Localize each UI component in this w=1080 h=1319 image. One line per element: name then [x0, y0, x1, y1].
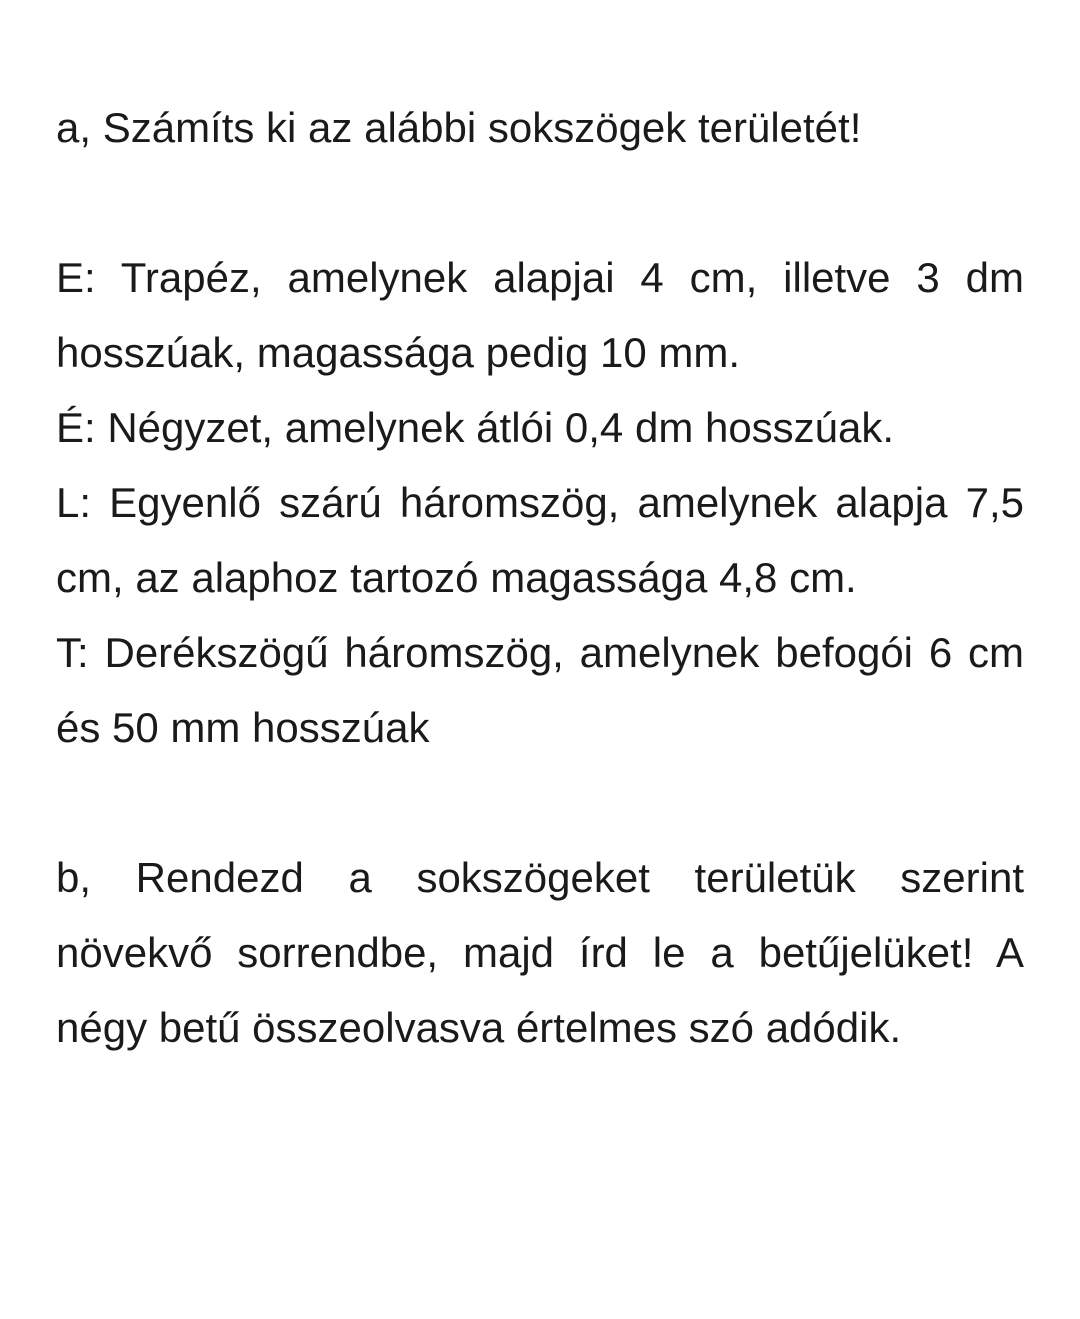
task-a-heading: a, Számíts ki az alábbi sokszögek területét! [56, 104, 862, 151]
spacer [56, 765, 1024, 840]
item-e-trapezoid: E: Trapéz, amelynek alapjai 4 cm, illetve 3 dm hosszúak, magassága pedig 10 mm. [56, 254, 1024, 376]
item-t-right-triangle: T: Derékszögű háromszög, amelynek befogói 6 cm és 50 mm hosszúak [56, 629, 1024, 751]
item-l-isosceles-triangle: L: Egyenlő szárú háromszög, amelynek alapja 7,5 cm, az alaphoz tartozó magassága 4,8 cm. [56, 479, 1024, 601]
item-e-accent-square: É: Négyzet, amelynek átlói 0,4 dm hosszúak. [56, 404, 895, 451]
task-b-text: b, Rendezd a sokszögeket területük szerint növekvő sorrendbe, majd írd le a betűjelüket! A négy betű összeolvasva értelmes szó adódik. [56, 854, 1024, 1051]
spacer [56, 165, 1024, 240]
document-page [56, 90, 1024, 1065]
